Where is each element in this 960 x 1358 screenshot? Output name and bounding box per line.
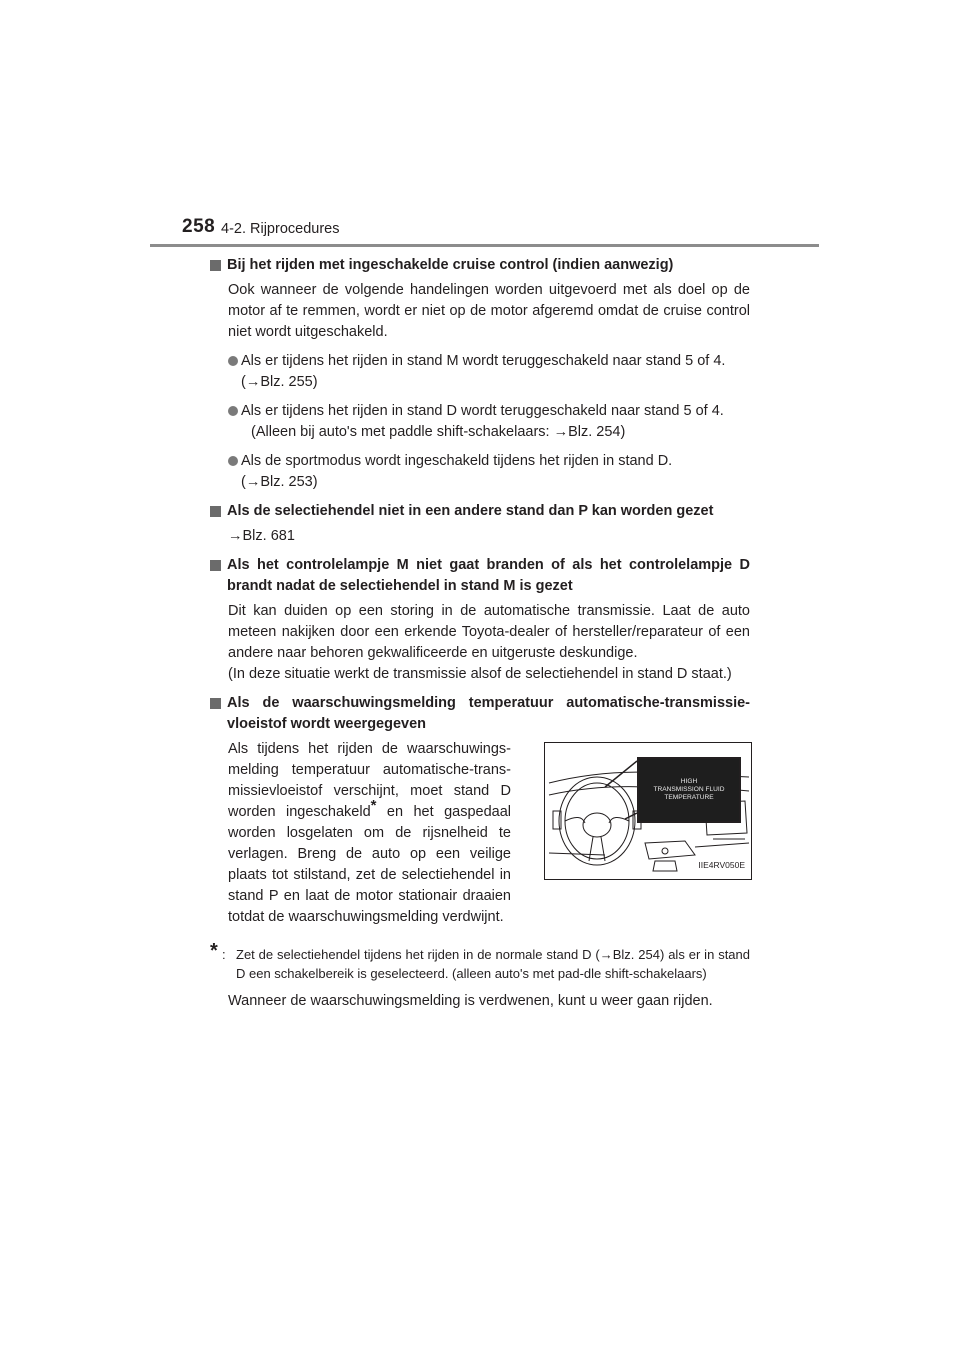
list-item: Als er tijdens het rijden in stand M wordt teruggeschakeld naar stand 5 of 4. (→Blz. 255) [228,351,750,393]
warning-body: Als tijdens het rijden de waarschuwings-melding temperatuur automatische-trans-missievloeistof verschijnt, moet stand D worden ingeschakeld* en het gaspedaal worden losgelaten om de rijsnelheid te verlagen. Breng de auto op een veilige plaats tot stilstand, zet de selectiehendel in stand P en laat de motor stationair draaien totdat de waarschuwingsmelding verdwijnt. [228,741,511,925]
round-bullet-icon [228,456,238,466]
dashboard-illustration [544,742,752,880]
heading-selector-lever: Als de selectiehendel niet in een andere stand dan P kan worden gezet [210,501,750,522]
footnote: * : Zet de selectiehendel tijdens het rijden in de normale stand D (→Blz. 254) als er in stand D een schakelbereik is geselecteerd. (alleen auto's met pad-dle shift-schakelaars) [210,940,750,981]
indicator-note: (In deze situatie werkt de transmissie alsof de selectiehendel in stand D staat.) [228,666,732,682]
closing-text: Wanneer de waarschuwingsmelding is verdwenen, kunt u weer gaan rijden. [228,993,713,1009]
round-bullet-icon [228,356,238,366]
square-bullet-icon [210,698,221,709]
page-content [210,255,750,1020]
round-bullet-icon [228,406,238,416]
footnote-marker: * [370,797,377,815]
indicator-body: Dit kan duiden op een storing in de automatische transmissie. Laat de auto meteen nakijken door een erkende Toyota-dealer of hersteller/reparateur of een andere naar behoren gekwalificeerde en uitgeruste deskundige. [228,603,750,661]
header-rule [150,244,819,247]
illustration-code: IIE4RV050E [698,860,745,870]
square-bullet-icon [210,506,221,517]
warning-message-display: HIGH TRANSMISSION FLUID TEMPERATURE [637,757,741,823]
cruise-body: Ook wanneer de volgende handelingen worden uitgevoerd met als doel op de motor af te remmen, wordt er niet op de motor afgeremd omdat de cruise control niet wordt uitgeschakeld. [228,282,750,340]
heading-indicator-lamp: Als het controlelampje M niet gaat branden of als het controlelampje D brandt nadat de selectiehendel in stand M is gezet [210,555,750,597]
warning-block [228,739,750,939]
section-title: 4-2. Rijprocedures [221,221,340,237]
heading-cruise-control: Bij het rijden met ingeschakelde cruise control (indien aanwezig) [210,255,750,276]
list-item: Als er tijdens het rijden in stand D wordt teruggeschakeld naar stand 5 of 4. (Alleen bij auto's met paddle shift-schakelaars: →Blz. 254) [228,401,750,443]
page-number: 258 [182,216,216,237]
page-reference: →Blz. 681 [228,528,295,544]
heading-transmission-warning: Als de waarschuwingsmelding temperatuur automatische-transmissie-vloeistof wordt weergegeven [210,693,750,735]
footnote-asterisk: * [210,940,218,962]
footnote-colon: : [222,947,226,962]
square-bullet-icon [210,560,221,571]
list-item: Als de sportmodus wordt ingeschakeld tijdens het rijden in stand D. (→Blz. 253) [228,451,750,493]
square-bullet-icon [210,260,221,271]
